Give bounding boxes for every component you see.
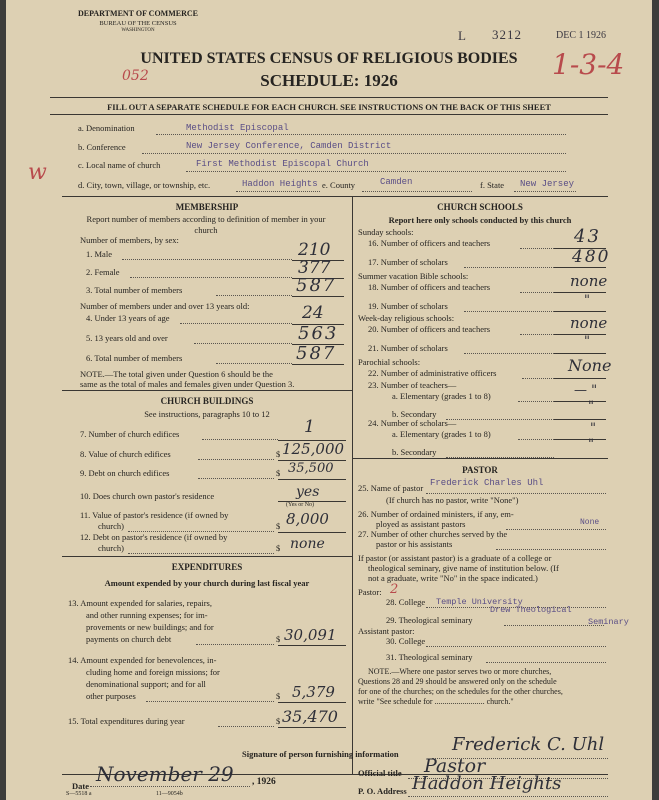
q21-label: 21. Number of scholars (368, 343, 448, 353)
date-label: Date (72, 781, 89, 791)
residence-owned-label: 10. Does church own pastor's residence (80, 491, 215, 501)
female-value: 377 (298, 258, 331, 278)
q29-value-2: Seminary (588, 617, 629, 627)
grad-note-3: not a graduate, write "No" in the space indicated.) (368, 573, 538, 583)
expenditures-intro: Amount expended by your church during last fiscal year (104, 578, 310, 588)
q19-value: " (584, 293, 590, 308)
total-members-label: 3. Total number of members (86, 285, 183, 295)
pastor-note-2: Questions 28 and 29 should be answered only on the schedule (358, 677, 557, 686)
stamp-date: DEC 1 1926 (556, 30, 606, 41)
membership-note-1: NOTE.—The total given under Question 6 should be the (80, 369, 273, 379)
membership-age-head: Number of members under and over 13 years old: (80, 301, 250, 311)
q30-label: 30. College (386, 636, 426, 646)
assistant-subhead: Assistant pastor: (358, 626, 415, 636)
edifice-value-value: 125,000 (282, 440, 345, 458)
grad-note-2: theological seminary, give name of institution below. (If (368, 563, 559, 573)
residence-owned-value: yes (296, 484, 320, 500)
q23b-label: b. Secondary (392, 409, 437, 419)
dollar-sign: $ (276, 691, 281, 701)
q24b-value: " (588, 437, 594, 452)
edifices-value: 1 (304, 417, 315, 437)
q18-value: none (570, 272, 608, 290)
expenditures-title: EXPENDITURES (171, 562, 243, 572)
q24b-label: b. Secondary (392, 447, 437, 457)
q13-value: 30,091 (284, 626, 337, 644)
total-members-2-value: 587 (296, 343, 337, 364)
handwritten-mark-right: 1-3-4 (552, 48, 625, 81)
pastor-note-3: for one of the churches; on the schedules for the other churches, (358, 687, 563, 696)
sunday-head: Sunday schools: (358, 227, 414, 237)
form-subtitle: SCHEDULE: 1926 (260, 71, 398, 90)
county-label: e. County (322, 180, 356, 190)
date-value: November 29 (96, 762, 234, 786)
q27-label-2: pastor or his assistants (376, 539, 453, 549)
dollar-sign: $ (276, 716, 281, 726)
q28-value: Temple University (436, 597, 523, 607)
q25-value: Frederick Charles Uhl (430, 478, 544, 488)
edifices-label: 7. Number of church edifices (80, 429, 180, 439)
signature-value: Frederick C. Uhl (452, 734, 605, 755)
total-members-2-label: 6. Total number of members (86, 353, 183, 363)
census-schedule-sheet (6, 0, 652, 800)
membership-intro: Report number of members according to definition of member in your church (86, 214, 326, 235)
dollar-sign: $ (276, 634, 281, 644)
grad-note-1: If pastor (or assistant pastor) is a graduate of a college or (358, 553, 552, 563)
residence-debt-label-2: church) (98, 543, 124, 553)
edifice-debt-label: 9. Debt on church edifices (80, 468, 170, 478)
dollar-sign: $ (276, 449, 281, 459)
parochial-head: Parochial schools: (358, 357, 421, 367)
schools-intro: Report here only schools conducted by this church (388, 215, 572, 225)
female-label: 2. Female (86, 267, 120, 277)
under-13-label: 4. Under 13 years of age (86, 313, 170, 323)
q23a-label: a. Elementary (grades 1 to 8) (392, 391, 491, 401)
membership-note-2: same as the total of males and females given under Question 3. (80, 379, 295, 389)
q16-label: 16. Number of officers and teachers (368, 238, 491, 248)
residence-debt-label-1: 12. Debt on pastor's residence (if owned by (80, 532, 228, 542)
q16-value: 43 (574, 226, 601, 247)
official-title-label: Official title (358, 768, 402, 778)
q13-line-3: provements or new buildings; and for (86, 622, 214, 632)
q17-value: 480 (572, 247, 611, 267)
q25-label: 25. Name of pastor (358, 483, 424, 493)
conference-value: New Jersey Conference, Camden District (186, 141, 392, 151)
over-13-label: 5. 13 years old and over (86, 333, 168, 343)
q20-value: none (570, 314, 608, 332)
q14-value: 5,379 (292, 683, 335, 701)
conference-label: b. Conference (78, 142, 126, 152)
q15-value: 35,470 (282, 707, 338, 726)
under-13-value: 24 (302, 303, 324, 323)
city-value: Haddon Heights (242, 179, 318, 189)
residence-value-label-1: 11. Value of pastor's residence (if owned by (80, 510, 229, 520)
pastor-note-4: write "See schedule for ......................... church." (358, 697, 514, 706)
address-value: Haddon Heights (412, 773, 562, 794)
pastor-title: PASTOR (462, 465, 498, 475)
bureau-name: BUREAU OF THE CENSUS (99, 20, 177, 27)
form-title: UNITED STATES CENSUS OF RELIGIOUS BODIES (140, 50, 518, 67)
q28-label: 28. College (386, 597, 426, 607)
residence-debt-value: none (290, 536, 325, 552)
q24-label: 24. Number of scholars— (368, 418, 457, 428)
residence-value-value: 8,000 (286, 510, 329, 528)
form-instruction: FILL OUT A SEPARATE SCHEDULE FOR EACH CHURCH. SEE INSTRUCTIONS ON THE BACK OF THIS SHEET (107, 102, 551, 112)
q14-line-3: denominational support; and for all (86, 679, 206, 689)
handwritten-mark-left: 052 (122, 68, 149, 84)
city-label: d. City, town, village, or township, etc. (78, 180, 211, 190)
church-name-label: c. Local name of church (78, 160, 161, 170)
q18-label: 18. Number of officers and teachers (368, 282, 491, 292)
male-value: 210 (298, 240, 331, 260)
dollar-sign: $ (276, 521, 281, 531)
state-value: New Jersey (520, 179, 575, 189)
q23b-value: " (588, 399, 594, 414)
q19-label: 19. Number of scholars (368, 301, 448, 311)
membership-sex-head: Number of members, by sex: (80, 235, 179, 245)
dollar-sign: $ (276, 543, 281, 553)
date-year: , 1926 (252, 777, 276, 787)
signature-label: Signature of person furnishing information (242, 749, 399, 759)
q22-label: 22. Number of administrative officers (368, 368, 497, 378)
q13-line-1: 13. Amount expended for salaries, repairs, (68, 598, 212, 608)
q26-label-1: 26. Number of ordained ministers, if any, em- (358, 509, 514, 519)
q29-value-1: Drew Theological (490, 605, 572, 615)
bureau-city: WASHINGTON (121, 28, 155, 33)
q15-label: 15. Total expenditures during year (68, 716, 185, 726)
q13-line-4: payments on church debt (86, 634, 172, 644)
q21-value: " (584, 334, 590, 349)
yes-no-hint: (Yes or No) (286, 502, 315, 508)
county-value: Camden (380, 177, 413, 187)
q26-label-2: ployed as assistant pastors (376, 519, 466, 529)
pastor-subhead: Pastor: (358, 587, 382, 597)
side-check-mark: w (28, 160, 47, 185)
stamp-number: 3212 (492, 27, 522, 42)
q26-value: None (580, 518, 600, 527)
form-number: S—5518 a (66, 791, 92, 797)
weekday-head: Week-day religious schools: (358, 313, 455, 323)
vacation-head: Summer vacation Bible schools: (358, 271, 469, 281)
church-name-value: First Methodist Episcopal Church (196, 159, 369, 169)
denomination-label: a. Denomination (78, 123, 135, 133)
q29-label: 29. Theological seminary (386, 615, 473, 625)
q13-line-2: and other running expenses; for im- (86, 610, 208, 620)
membership-title: MEMBERSHIP (175, 202, 239, 212)
buildings-title: CHURCH BUILDINGS (160, 396, 254, 406)
pastor-note-1: NOTE.—Where one pastor serves two or more churches, (368, 667, 552, 676)
q20-label: 20. Number of officers and teachers (368, 324, 491, 334)
pastor-red-mark: 2 (390, 582, 399, 597)
schools-title: CHURCH SCHOOLS (437, 202, 523, 212)
total-members-value: 587 (296, 275, 337, 296)
address-label: P. O. Address (358, 786, 407, 796)
dollar-sign: $ (276, 468, 281, 478)
q25-note: (If church has no pastor, write "None") (386, 495, 519, 505)
denomination-value: Methodist Episcopal (186, 123, 289, 133)
q24a-value: " (590, 421, 596, 436)
dept-name: DEPARTMENT OF COMMERCE (78, 9, 199, 18)
q23a-value: — " (574, 383, 598, 398)
q14-line-4: other purposes (86, 691, 136, 701)
official-title-value: Pastor (424, 755, 486, 777)
q23-label: 23. Number of teachers— (368, 380, 457, 390)
residence-value-label-2: church) (98, 521, 124, 531)
q14-line-1: 14. Amount expended for benevolences, in- (68, 655, 217, 665)
q24a-label: a. Elementary (grades 1 to 8) (392, 429, 491, 439)
stamp-letter: L (458, 28, 466, 43)
state-label: f. State (480, 180, 505, 190)
over-13-value: 563 (298, 323, 339, 344)
q14-line-2: cluding home and foreign missions; for (86, 667, 220, 677)
edifice-value-label: 8. Value of church edifices (80, 449, 171, 459)
edifice-debt-value: 35,500 (288, 461, 334, 476)
q17-label: 17. Number of scholars (368, 257, 448, 267)
q27-label-1: 27. Number of other churches served by the (358, 529, 508, 539)
buildings-intro: See instructions, paragraphs 10 to 12 (144, 409, 270, 419)
q22-value: None (568, 356, 612, 375)
male-label: 1. Male (86, 249, 112, 259)
form-code: 11—9054b (156, 791, 183, 797)
q31-label: 31. Theological seminary (386, 652, 473, 662)
